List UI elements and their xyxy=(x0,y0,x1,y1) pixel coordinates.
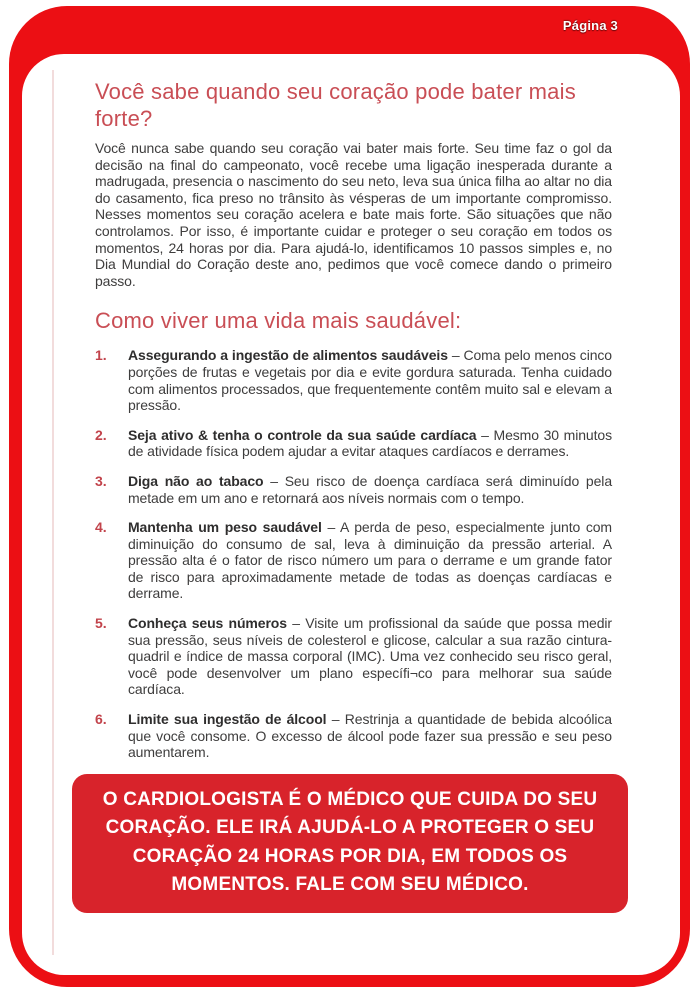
step-number: 1. xyxy=(95,347,107,364)
cardiologist-callout-box: O CARDIOLOGISTA É O MÉDICO QUE CUIDA DO SEU CORAÇÃO. ELE IRÁ AJUDÁ-LO A PROTEGER O SEU CORAÇÃO 24 HORAS POR DIA, EM TODOS OS MOMENTOS. FALE COM SEU MÉDICO. xyxy=(72,774,628,913)
step-number: 3. xyxy=(95,472,107,489)
list-item xyxy=(95,427,612,460)
page-content-area xyxy=(22,54,680,975)
step-text: Limite sua ingestão de álcool – Restrinja a quantidade de bebida alcoólica que você consome. O excesso de álcool pode fazer sua pressão e seu peso aumentarem. xyxy=(128,711,612,761)
section-heading: Como viver uma vida mais saudável: xyxy=(95,308,462,334)
step-text: Diga não ao tabaco – Seu risco de doença cardíaca será diminuído pela metade em um ano e retornará aos níveis normais com o tempo. xyxy=(128,472,612,506)
step-text: Seja ativo & tenha o controle da sua saúde cardíaca – Mesmo 30 minutos de atividade física podem ajudar a evitar ataques cardíacos e derrames. xyxy=(128,426,612,460)
list-item xyxy=(95,473,612,506)
page-number-label: Página 3 xyxy=(562,18,618,33)
step-number: 6. xyxy=(95,711,107,728)
step-text: Assegurando a ingestão de alimentos saudáveis – Coma pelo menos cinco porções de frutas e vegetais por dia e evite gordura saturada. Tenha cuidado com alimentos processados, que frequentemente contêm muito sal e elevam a pressão. xyxy=(128,347,612,414)
step-number: 2. xyxy=(95,426,107,443)
main-heading: Você sabe quando seu coração pode bater mais forte? xyxy=(95,79,576,131)
list-item xyxy=(95,347,612,413)
step-text: Mantenha um peso saudável – A perda de peso, especialmente junto com diminuição do consumo de sal, leva à diminuição da pressão arterial. A pressão alta é o fator de risco número um para o derrame e um grande fator de risco para aproximadamente metade de todas as doenças cardíacas e derrame. xyxy=(128,519,612,602)
step-number: 4. xyxy=(95,519,107,536)
document-body xyxy=(22,54,680,913)
list-item xyxy=(95,711,612,761)
step-text: Conheça seus números – Visite um profissional da saúde que possa medir sua pressão, seus níveis de colesterol e glicose, calcular a sua razão cintura-quadril e índice de massa corporal (IMC). Uma vez conhecido seu risco geral, você pode desenvolver um plano específi¬co para melhorar sua saúde cardíaca. xyxy=(128,615,612,698)
intro-paragraph: Você nunca sabe quando seu coração vai bater mais forte. Seu time faz o gol da decisão na final do campeonato, você recebe uma ligação inesperada durante a madrugada, presencia o nascimento do seu neto, leva sua única filha ao altar no dia do casamento, fica preso no trânsito às vésperas de um importante compromisso. Nesses momentos seu coração acelera e bate mais forte. São situações que não controlamos. Por isso, é importante cuidar e proteger o seu coração em todos os momentos, 24 horas por dia. Para ajudá-lo, identificamos 10 passos simples e, no Dia Mundial do Coração deste ano, pedimos que você comece dando o primeiro passo. xyxy=(95,140,612,289)
list-item xyxy=(95,615,612,698)
health-steps-list xyxy=(95,347,612,760)
step-number: 5. xyxy=(95,615,107,632)
list-item xyxy=(95,519,612,602)
